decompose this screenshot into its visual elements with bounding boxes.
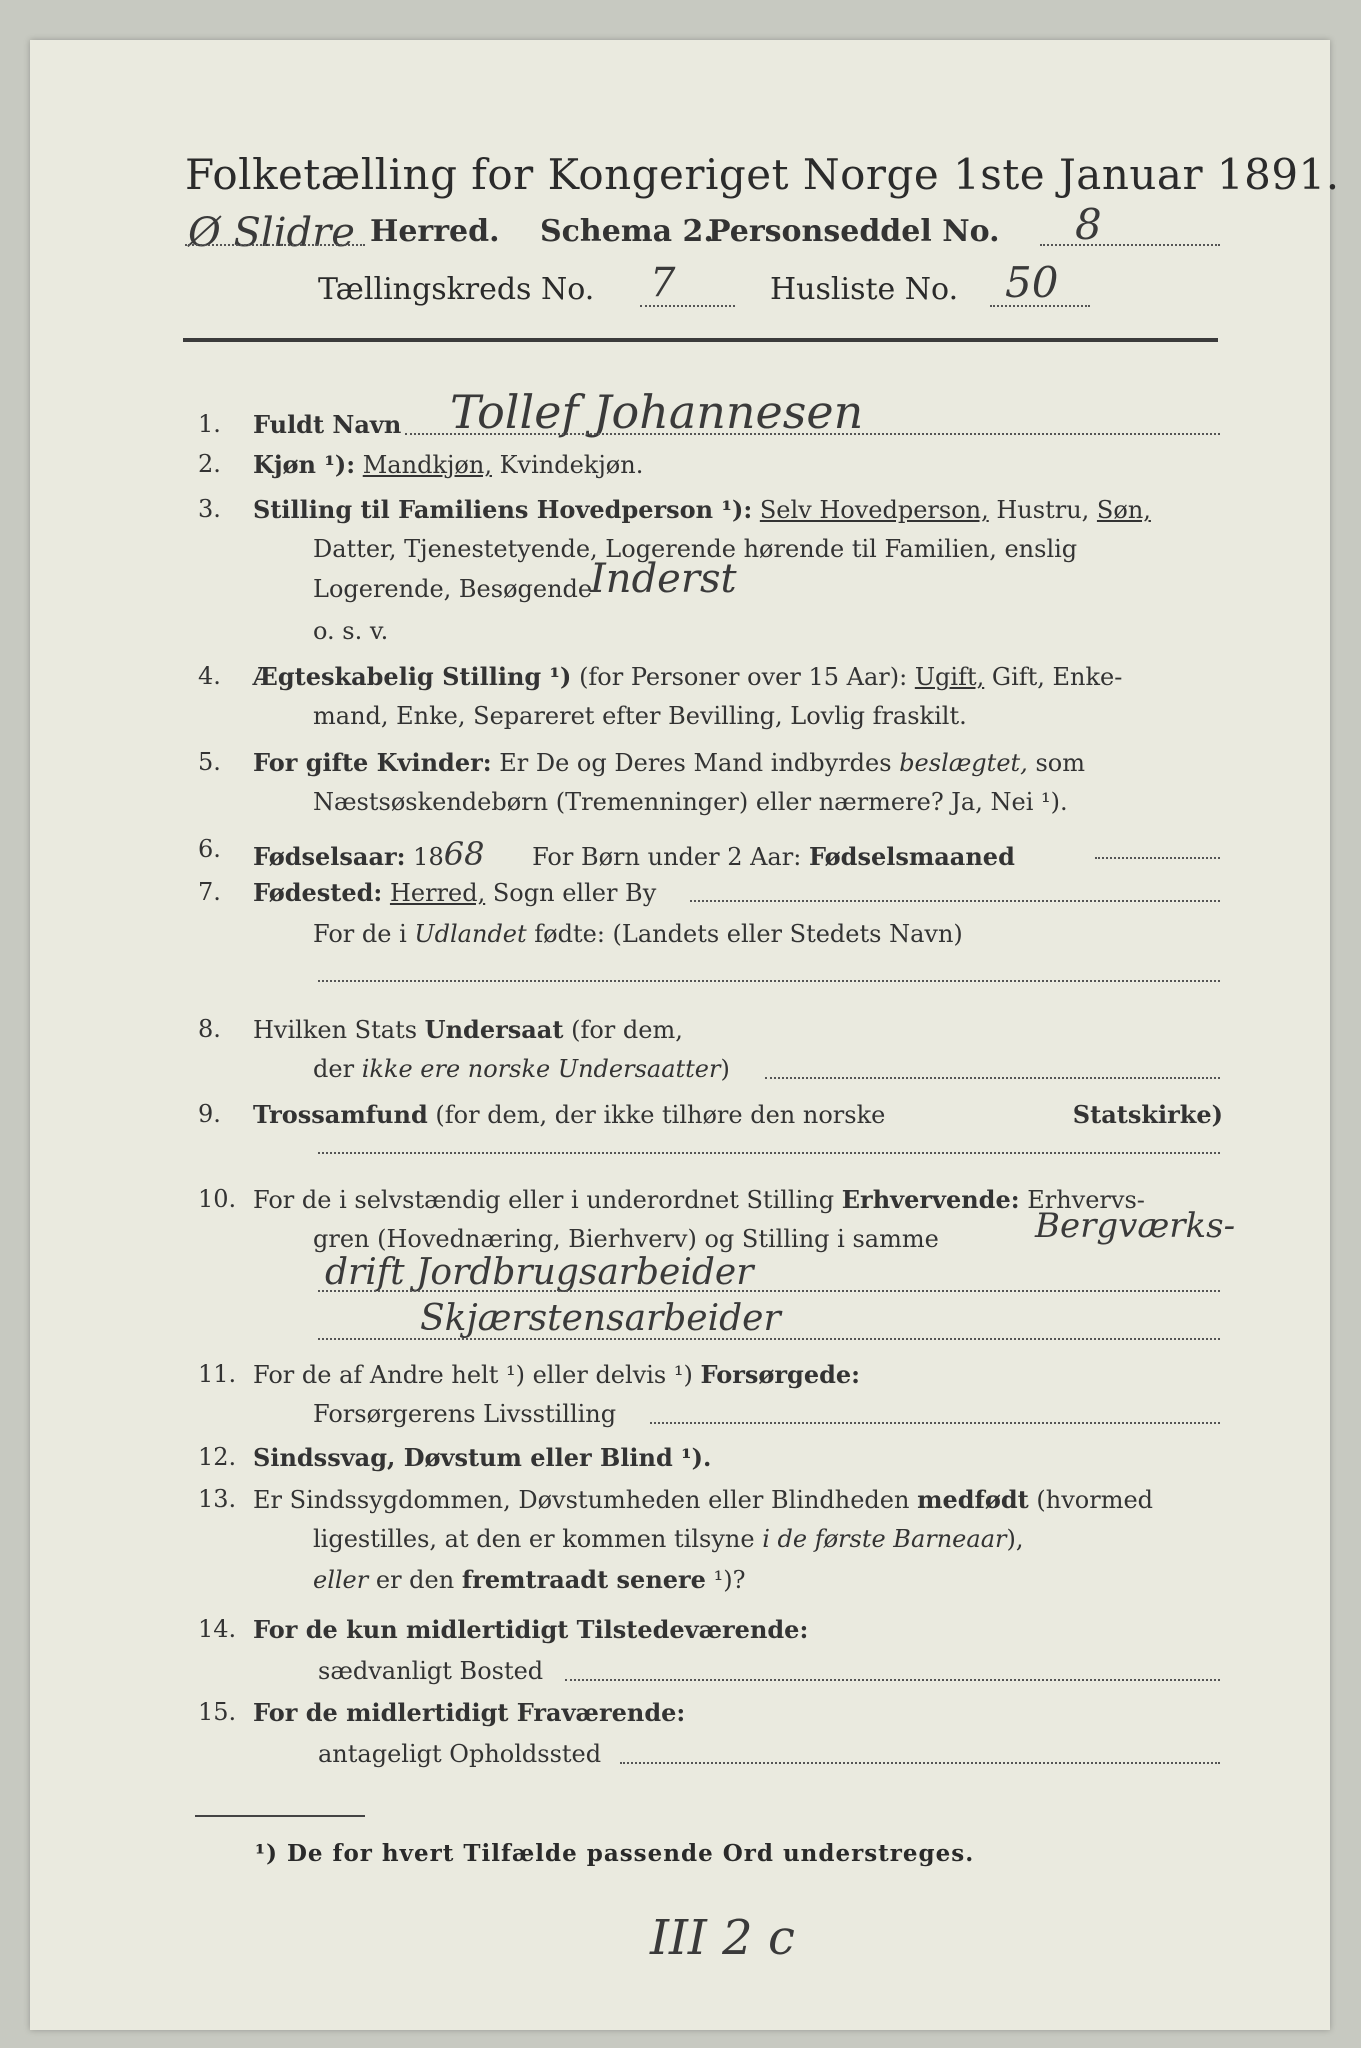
personseddel-value: 8 bbox=[1075, 200, 1102, 249]
item-number: 7. bbox=[198, 878, 221, 906]
stilling-line3: Logerende, Besøgende bbox=[313, 575, 593, 603]
mandkjon-option: Mandkjøn, bbox=[362, 451, 492, 479]
item-number: 13. bbox=[198, 1485, 237, 1513]
schema-label: Schema 2. bbox=[540, 214, 714, 249]
stilling-line2: Datter, Tjenestetyende, Logerende hørende til Familien, enslig bbox=[313, 535, 1078, 563]
fodselsaar-line: Fødselsaar: 1868 For Børn under 2 Aar: Fødselsmaaned bbox=[253, 835, 1015, 873]
fodested-line1: Fødested: Herred, Sogn eller By bbox=[253, 878, 657, 907]
fuldt-navn-dots bbox=[405, 433, 1220, 435]
stilling-line1: Stilling til Familiens Hovedperson ¹): Selv Hovedperson, Hustru, Søn, bbox=[253, 495, 1151, 524]
herred-dots bbox=[185, 244, 365, 246]
forsorget-line2: Forsørgerens Livsstilling bbox=[313, 1400, 617, 1428]
gifte-line1: For gifte Kvinder: Er De og Deres Mand indbyrdes beslægtet, som bbox=[253, 748, 1085, 777]
item-number: 4. bbox=[198, 662, 221, 690]
fravaerende-line2: antageligt Opholdssted bbox=[318, 1740, 602, 1768]
trossamfund-dots bbox=[318, 1152, 1220, 1154]
undersaat-line2: der ikke ere norske Undersaatter) bbox=[313, 1055, 730, 1083]
erhverv-dots1 bbox=[318, 1290, 1220, 1292]
kreds-dots bbox=[640, 305, 735, 307]
fuldt-navn-label: Fuldt Navn bbox=[253, 410, 402, 439]
item-number: 15. bbox=[198, 1698, 237, 1726]
item-number: 2. bbox=[198, 450, 221, 478]
stilling-value: Inderst bbox=[590, 556, 737, 602]
herred-value: Ø Slidre bbox=[188, 210, 355, 256]
erhverv-value3: Skjærstensarbeider bbox=[420, 1298, 781, 1339]
header-rule bbox=[183, 338, 1218, 342]
fravaerende-label: For de midlertidigt Fraværende: bbox=[253, 1698, 686, 1727]
kreds-value: 7 bbox=[650, 260, 676, 306]
item-number: 11. bbox=[198, 1360, 237, 1388]
aegteskab-line1: Ægteskabelig Stilling ¹) (for Personer over 15 Aar): Ugift, Gift, Enke- bbox=[253, 662, 1123, 691]
husliste-value: 50 bbox=[1005, 258, 1059, 307]
fodselsmaaned-dots bbox=[1095, 857, 1220, 859]
fodselsaar-value: 68 bbox=[443, 835, 485, 873]
item-number: 5. bbox=[198, 748, 221, 776]
undersaat-line1: Hvilken Stats Undersaat (for dem, bbox=[253, 1015, 683, 1044]
kvindekjon-option: Kvindekjøn. bbox=[499, 451, 644, 479]
erhverv-value1: Bergværks- bbox=[1035, 1206, 1236, 1246]
item-number: 12. bbox=[198, 1443, 237, 1471]
medfodt-line3: eller er den fremtraadt senere ¹)? bbox=[313, 1565, 746, 1594]
husliste-label: Husliste No. bbox=[770, 272, 959, 307]
bottom-mark: III 2 c bbox=[650, 1910, 795, 1966]
husliste-dots bbox=[990, 305, 1090, 307]
footnote: ¹) De for hvert Tilfælde passende Ord understreges. bbox=[255, 1840, 975, 1867]
fodested-line2: For de i Udlandet fødte: (Landets eller Stedets Navn) bbox=[313, 920, 963, 948]
aegteskab-line2: mand, Enke, Separeret efter Bevilling, Lovlig fraskilt. bbox=[313, 702, 967, 730]
tilstede-label: For de kun midlertidigt Tilstedeværende: bbox=[253, 1615, 809, 1644]
erhverv-line2: gren (Hovednæring, Bierhverv) og Stilling i samme bbox=[313, 1225, 939, 1253]
form-title: Folketælling for Kongeriget Norge 1ste Januar 1891. bbox=[185, 150, 1340, 199]
tilstede-dots bbox=[565, 1679, 1220, 1681]
footnote-rule bbox=[195, 1815, 365, 1817]
item-number: 10. bbox=[198, 1185, 237, 1213]
kjon-line: Kjøn ¹): Mandkjøn, Kvindekjøn. bbox=[253, 450, 644, 479]
item-number: 9. bbox=[198, 1100, 221, 1128]
sindssvag-label: Sindssvag, Døvstum eller Blind ¹). bbox=[253, 1443, 712, 1472]
item-number: 3. bbox=[198, 495, 221, 523]
forsorget-line1: For de af Andre helt ¹) eller delvis ¹) Forsørgede: bbox=[253, 1360, 861, 1389]
herred-label: Herred. bbox=[370, 214, 500, 249]
medfodt-line2: ligestilles, at den er kommen tilsyne i de første Barneaar), bbox=[313, 1525, 1024, 1553]
fodested-dots bbox=[690, 900, 1220, 902]
item-number: 1. bbox=[198, 410, 221, 438]
forsorget-dots bbox=[650, 1422, 1220, 1424]
stilling-line4: o. s. v. bbox=[313, 617, 389, 645]
fravaerende-dots bbox=[620, 1762, 1220, 1764]
erhverv-line1: For de i selvstændig eller i underordnet Stilling Erhvervende: Erhvervs- bbox=[253, 1185, 1145, 1214]
undersaat-dots bbox=[765, 1077, 1220, 1079]
erhverv-dots2 bbox=[318, 1338, 1220, 1340]
gifte-line2: Næstsøskendebørn (Tremenninger) eller nærmere? Ja, Nei ¹). bbox=[313, 788, 1068, 816]
trossamfund-line: Trossamfund (for dem, der ikke tilhøre den norske Statskirke) bbox=[253, 1100, 1223, 1129]
personseddel-label: Personseddel No. bbox=[708, 214, 1000, 249]
item-number: 14. bbox=[198, 1615, 237, 1643]
erhverv-value2: drift Jordbrugsarbeider bbox=[325, 1252, 754, 1293]
medfodt-line1: Er Sindssygdommen, Døvstumheden eller Blindheden medfødt (hvormed bbox=[253, 1485, 1154, 1514]
tilstede-line2: sædvanligt Bosted bbox=[318, 1657, 544, 1685]
kreds-label: Tællingskreds No. bbox=[318, 272, 595, 307]
fuldt-navn-value: Tollef Johannesen bbox=[450, 385, 864, 439]
udland-dots bbox=[318, 980, 1220, 982]
item-number: 8. bbox=[198, 1015, 221, 1043]
item-number: 6. bbox=[198, 835, 221, 863]
personseddel-dots bbox=[1040, 244, 1220, 246]
